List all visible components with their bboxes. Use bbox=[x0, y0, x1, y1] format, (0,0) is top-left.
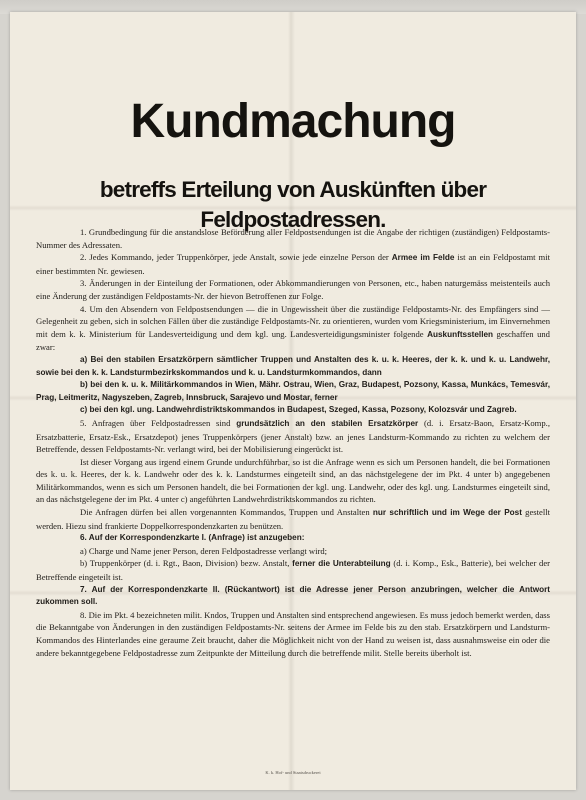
paragraph-4-end: geschaffen und zwar: bbox=[36, 328, 550, 353]
paragraph-5-bold: grundsätzlich an den stabilen Ersatzkörper bbox=[236, 418, 419, 428]
paragraph-5-start: 5. Anfragen über Feldpostadressen sind bbox=[80, 417, 231, 428]
paragraph-6: Ist dieser Vorgang aus irgend einem Grunde undurchführbar, so ist die Anfrage wenn es sich um Personen handelt, die bei Formationen des k. u. k. Heeres, der k. k. Landwehr oder des k. k. Landsturmes eingeteilt sind, an das nächstgelegene der im Pkt. 4 unter b) angegebenen Militärkommandos, wenn es sich um Personen handelt, die bei Formationen der kgl. ung. Landwehr, oder des kgl. ung. Landsturmes eingeteilt sind, an das nächstgelegene der im Pkt. 4 unter c) angeführten Landwehrdistriktskommandos zu richten. bbox=[36, 456, 550, 505]
paragraph-9: 7. Auf der Korrespondenzkarte II. (Rückantwort) ist die Adresse jener Person anzubringen, welcher die Antwort zukommen soll. bbox=[36, 584, 550, 607]
item-8a: a) Charge und Name jener Person, deren Feldpostadresse verlangt wird; bbox=[80, 545, 328, 556]
paragraph-5 bbox=[36, 417, 550, 456]
item-c: c) bei den kgl. ung. Landwehrdistriktskommandos in Budapest, Szeged, Kassa, Pozsony, Kolozsvár und Zagreb. bbox=[80, 405, 517, 415]
paragraph-7 bbox=[36, 506, 550, 532]
paragraph-4 bbox=[36, 303, 550, 354]
paragraph-7-end: gestellt werden. Hiezu sind frankierte Doppelkorrespondenzkarten zu benützen. bbox=[36, 507, 550, 531]
paragraph-2-end: ist an ein Feldpostamt mit einer bestimmten Nr. gewiesen. bbox=[36, 252, 550, 276]
paragraph-8: 6. Auf der Korrespondenzkarte I. (Anfrage) ist anzugeben: bbox=[80, 533, 305, 543]
paragraph-7-bold: nur schriftlich und im Wege der Post bbox=[372, 508, 522, 518]
item-b: b) bei den k. u. k. Militärkommandos in Wien, Mähr. Ostrau, Wien, Graz, Budapest, Pozsony, Kassa, Munkács, Temesvár, Prag, Leitmeritz, Nagyszeben, Zagreb, Innsbruck, Sarajevo und Mostar, ferner bbox=[36, 380, 550, 402]
paragraph-2-start: 2. Jedes Kommando, jeder Truppenkörper, jede Anstalt, sowie jede einzelne Person der bbox=[80, 252, 389, 263]
paragraph-3: 3. Änderungen in der Einteilung der Formationen, oder Abkommandierungen von Personen, etc., haben naturgemäss meistenteils auch eine Änderung der zuständigen Feldpostamts-Nr. der hievon Betroffenen zur Folge. bbox=[36, 278, 550, 301]
item-a: a) Bei den stabilen Ersatzkörpern sämtlicher Truppen und Anstalten des k. u. k. Heeres, der k. k. und k. u. Landwehr, sowie bei den k. k. Landsturmbezirkskommandos und k. u. Landsturmkommandos, dann bbox=[36, 354, 550, 377]
poster-subtitle: betreffs Erteilung von Auskünften über Feldpostadressen. bbox=[99, 177, 487, 232]
paragraph-7-start: Die Anfragen dürfen bei allen vorgenannten Kommandos, Truppen und Anstalten bbox=[80, 507, 370, 518]
item-8b bbox=[36, 557, 550, 583]
paragraph-10: 8. Die im Pkt. 4 bezeichneten milit. Kndos, Truppen und Anstalten sind entsprechend angewiesen. Es muss jedoch bemerkt werden, dass die Bekanntgabe von Änderungen in den zuständigen Feldpostamts-Nr. seitens der Armee im Felde bis zu den stab. Ersatzkörpern und Landsturm-Kommandos des Hinterlandes eine geraume Zeit braucht, daher die Möglichkeit nicht von der Hand zu weisen ist, dass ausnahmsweise ein oder die andere bekanntgegebene Feldpostadresse zum Zeitpunkte der Mitteilung durch die betreffende milit. Stelle bereits überholt ist. bbox=[36, 609, 550, 658]
paragraph-2-bold: Armee im Felde bbox=[391, 253, 455, 263]
paragraph-5-end: (d. i. Ersatz-Baon, Ersatz-Komp., Ersatzbatterie, Ersatz-Esk., Ersatzdepot) jenes Truppenkörpers (jener Anstalt) bzw. an jenes Landsturm-Kommando zu richten zu welchem der Betreffende, dessen Feldpostamts-Nr. verlangt wird, bei der Mobilisierung eingerückt ist. bbox=[36, 417, 550, 455]
poster-title: Kundmachung bbox=[130, 95, 456, 148]
poster-sheet bbox=[10, 12, 576, 790]
item-8b-start: b) Truppenkörper (d. i. Rgt., Baon, Division) bezw. Anstalt, bbox=[80, 558, 290, 569]
poster-body bbox=[36, 226, 550, 659]
paragraph-2 bbox=[36, 251, 550, 277]
item-8b-bold: ferner die Unterabteilung bbox=[292, 559, 391, 569]
item-8b-end: (d. i. Komp., Esk., Batterie), bei welcher der Betreffende eingeteilt ist. bbox=[36, 558, 551, 583]
printer-imprint: K. k. Hof- und Staatsdruckerei bbox=[265, 770, 321, 775]
paragraph-4-bold: Auskunftsstellen bbox=[427, 329, 494, 339]
paragraph-4-start: 4. Um den Absendern von Feldpostsendungen — die in Ungewissheit über die zuständige Feldpostamts-Nr. des Empfängers sind — Gelegenheit zu geben, sich in solchen Fällen über die zuständige Feldpostamts-Nr. zu orientieren, wurden vom Kriegsministerium, im Einvernehmen mit dem k. k. Ministerium für Landesverteidigung und dem kgl. ung. Landesverteidigungsminister folgende bbox=[36, 303, 550, 339]
paragraph-1: 1. Grundbedingung für die anstandslose Beförderung aller Feldpostsendungen ist die Angabe der richtigen (zuständigen) Feldpostamts-Nummer des Adressaten. bbox=[36, 227, 550, 250]
